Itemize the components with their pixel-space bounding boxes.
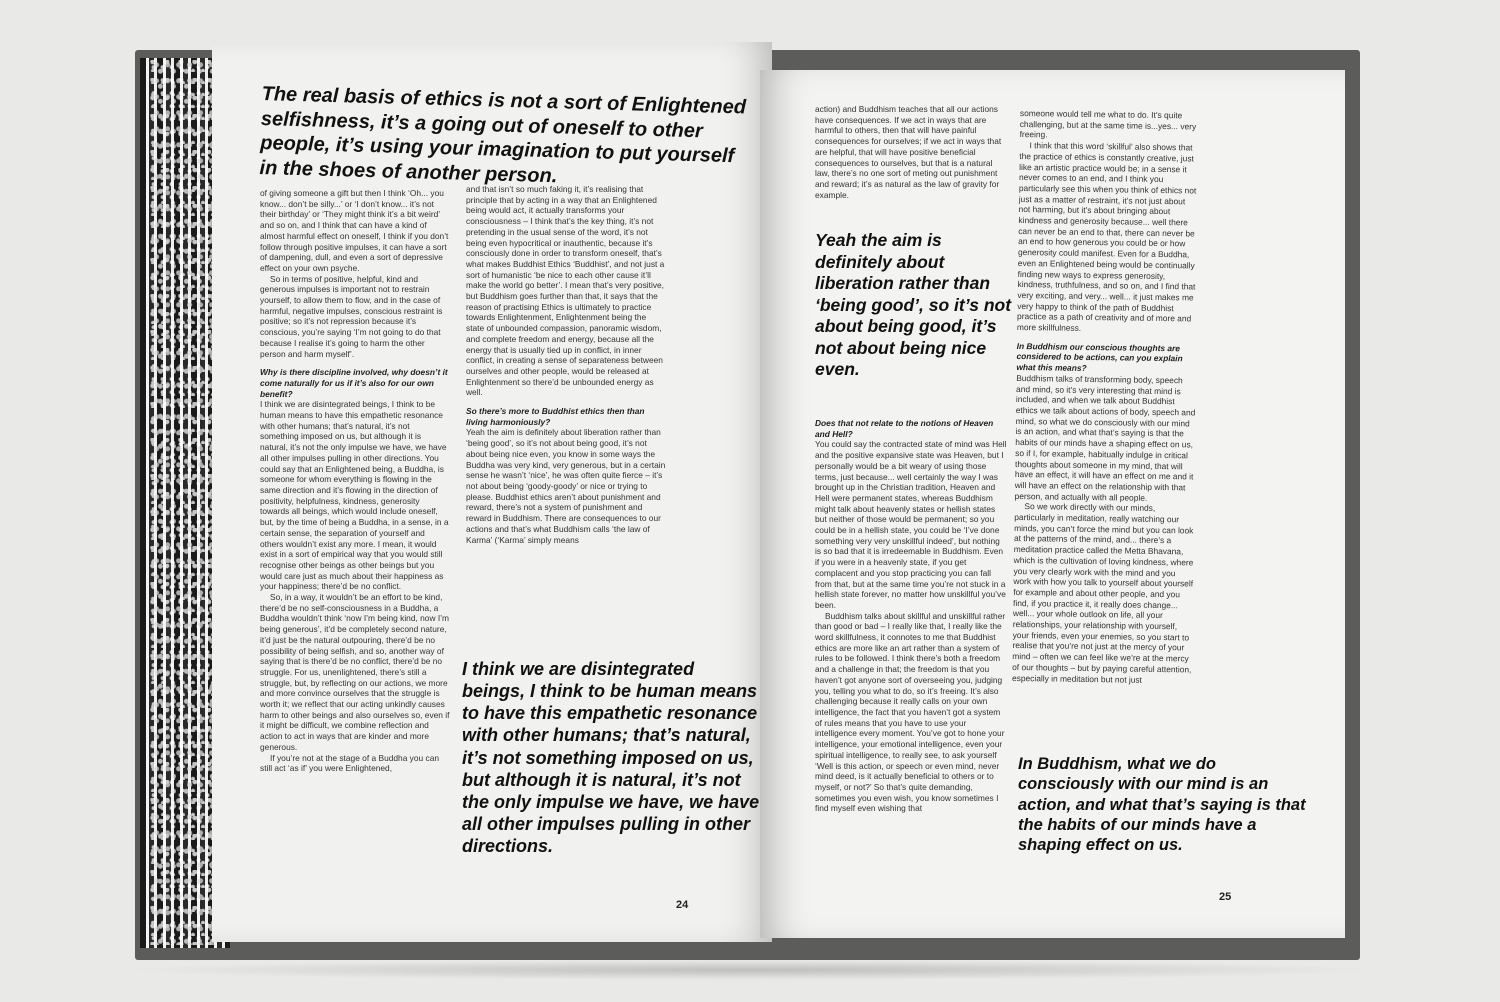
paragraph: I think we are disintegrated beings, I think to be human means to have this empathetic resonance with other humans; that’s natural, it’s not something imposed on us, but although it is natural, it’s not the only impulse we have, we have all other impulses pulling in other directions. You could say that an Enlightened being, a Buddha, is someone for whom everything is flowing in the same direction and it’s flowing in the direction of positivity, helpfulness, kindness, generosity towards all beings, which would include oneself, but, by the time of being a Buddha, in a sense, in a certain sense, the separation of yourself and others wouldn’t exist any more. I mean, it would exist in a sort of empirical way that you would still recognise other beings as other beings but you would care just as much about their happiness as your happiness; there’d be no conflict. — [260, 399, 449, 592]
paragraph: and that isn’t so much faking it, it’s realising that principle that by acting in a way that an Enlightened being would act, it actually transforms your consciousness – I think that’s the key thing, it’s not pretending in the usual sense of the word, it’s not being even hypocritical or inauthentic, because it’s consciously done in order to transform oneself, that’s what makes Buddhist Ethics ‘Buddhist’, and not just a sort of humanistic ‘be nice to each other cause it’ll make the world go better’. I mean that’s very positive, but Buddhism goes further than that, it says that the reason of practising Ethics is ultimately to practice towards Enlightenment, Enlightenment being the state of unbounded compassion, panoramic wisdom, and complete freedom and energy, because all the energy that is usually tied up in conflict, in inner conflict, in creating a sense of separateness between ourselves and other people, would be released at Enlightenment so there’d be unbounded energy as well. — [466, 184, 665, 398]
page-number-right: 25 — [1219, 891, 1232, 903]
paragraph: someone would tell me what to do. It’s quite challenging, but at the same time is...yes... very freeing. — [1019, 108, 1197, 140]
pull-quote-right-2: In Buddhism, what we do consciously with our mind is an action, and what that’s saying is that the habits of our minds have a shaping effect on us. — [1018, 755, 1306, 855]
right-column-1-top — [815, 104, 1007, 206]
question-heading: Why is there discipline involved, why doesn’t it come naturally for us if it’s also for our own benefit? — [260, 367, 448, 399]
left-column-1 — [260, 188, 450, 878]
speckled-image-strip — [150, 60, 220, 945]
question-heading: Does that not relate to the notions of Heaven and Hell? — [815, 418, 994, 439]
paragraph: So in terms of positive, helpful, kind and generous impulses is important not to restrain yourself, to allow them to flow, and in the case of harmful, negative impulses, conscious restraint is positive; so it’s not repression because it’s conscious, you’re saying ‘I’m not going to do that because I realise it’s going to harm the other person and harm myself’. — [260, 273, 443, 359]
left-column-2 — [466, 184, 666, 654]
paragraph: Yeah the aim is definitely about liberation rather than ‘being good’, so it’s not about being good, it’s not about being nice even, you know in some ways the Buddha was very kind, very generous, but in a certain sense he wasn’t ‘nice’, he was often quite fierce – it’s not about being ‘goody-goody’ or nice or trying to please. Buddhist ethics aren’t about punishment and reward, there’s not a system of punishment and reward in Buddhism. There are consequences to our actions and that’s what Buddhism calls ‘the law of Karma’ (‘Karma’ simply means — [466, 427, 666, 545]
paragraph: Buddhism talks about skillful and unskillful rather than good or bad – I really like that, I really like the word skillfulness, it connotes to me that Buddhist ethics are more like an art rather than a system of rules to be followed. I think there’s both a freedom and a challenge in that; the freedom is that you haven’t got anyone sort of overseeing you, judging you, telling you what to do, so it’s freeing. It’s also challenging because it really calls on your own intelligence, the fact that you haven’t got a system of rules means that you have to use your intelligence every moment. You’ve got to hone your intelligence, your emotional intelligence, even your spiritual intelligence, to really see, to ask yourself ‘Well is this action, or speech or even mind, never mind deed, is it actually beneficial to others or to myself, or not?’ So that’s quite demanding, sometimes you even wish, you know sometimes I find myself even wishing that — [815, 610, 1006, 814]
page-number-left: 24 — [676, 899, 689, 911]
right-column-1-bottom — [815, 410, 1007, 870]
question-heading: So there’s more to Buddhist ethics then than living harmoniously? — [466, 406, 645, 427]
paragraph: So we work directly with our minds, particularly in meditation, really watching our minds, you can’t force the mind but you can look at the patterns of the mind, and... there’s a meditation practice called the Metta Bhavana, which is the cultivation of loving kindness, where you very clearly work with the mind and you work with how you talk to yourself about yourself for example and about other people, and you find, if you practice it, it really does change... well... your whole outlook on life, all your relationships, your relationship with yourself, your friends, even your enemies, so you start to realise that you’re not just at the mercy of your mind – often we can feel like we’re at the mercy of our thoughts – but by paying careful attention, especially in meditation but not just — [1011, 501, 1194, 685]
paragraph: You could say the contracted state of mind was Hell and the positive expansive state was Heaven, but I personally would be a bit weary of using those terms, just because... well certainly the way I was brought up in the Christian tradition, Heaven and Hell were permanent states, whereas Buddhism might talk about heavenly states or hellish states but neither of those would be permanent; so you could be in a hellish state, you could be ‘I’ve done something very very unskillful indeed’, but nothing is so bad that it is irredeemable in Buddhism. Even if you were in a heavenly state, if you get complacent and you stop practicing you can fall from that, but at the same time you’re not stuck in a hellish state forever, no matter how unskillful you’ve been. — [815, 439, 1007, 610]
right-column-2 — [1011, 108, 1200, 750]
paragraph: action) and Buddhism teaches that all our actions have consequences. If we act in ways that are harmful to others, then that will have painful consequences for ourselves; if we act in ways that are helpful, that will have positive beneficial consequences to ourselves, but that is a natural law, there’s no one sort of meting out punishment and reward; it’s as natural as the law of gravity for example. — [815, 104, 1002, 200]
pull-quote-top: The real basis of ethics is not a sort of Enlightened selfishness, it’s a going out of oneself to other people, it’s using your imagination to put yourself in the shoes of another person. — [259, 82, 747, 188]
pull-quote-middle: I think we are disintegrated beings, I think to be human means to have this empathetic resonance with other humans; that’s natural, it’s not something imposed on us, but although it is natural, it’s not the only impulse we have, we have all other impulses pulling in other directions. — [462, 659, 760, 856]
book-shadow — [120, 960, 1380, 980]
paragraph: I think that this word ‘skillful’ also shows that the practice of ethics is constantly creative, just like an artistic practice would be; in a sense it never comes to an end, and I think you particularly see this when you think of ethics not just as a matter of restraint, it’s not just about not harming, but it’s about bringing about kindness and generosity because... well there can never be an end to that, there can never be an end to how generous you could be or how generosity could manifest. Even for a Buddha, even an Enlightened being would be continually finding new ways to express generosity, kindness, truthfulness, and so on, and I find that very exciting, and very... well... it just makes me very happy to think of the path of Buddhist practice as a path of creativity and of more and more skillfulness. — [1016, 140, 1197, 333]
paragraph: of giving someone a gift but then I think ‘Oh... you know... don’t be silly...’ or ‘I don’t know... it’s not their birthday’ or ‘They might think it’s a bit weird’ and so on, and I think that can have a kind of almost harmful effect on oneself, I think if you don’t follow through positive impulses, it can have a sort of dampening, dull, and even a sort of depressive effect on your own psyche. — [260, 188, 449, 273]
paragraph: Buddhism talks of transforming body, speech and mind, so it’s very interesting that mind is included, and when we talk about Buddhist ethics we talk about actions of body, speech and mind, so what we do consciously with our mind is an action, and what that’s saying is that the habits of our minds have a shaping effect on us, so if I, for example, habitually indulge in critical thoughts about someone in my mind, that will have an effect, it will have an effect on me and it will have an effect on the relationship with that person, and actually with all people. — [1014, 372, 1196, 503]
paragraph: So, in a way, it wouldn’t be an effort to be kind, there’d be no self-consciousness in a Buddha, a Buddha wouldn’t think ‘now I’m being kind, now I’m being generous’, it’d be completely second nature, it’d just be the natural outpouring, there’d be no possibility of being selfish, and so, another way of saying that is there’d be no conflict, there’d be no struggle. For us, unenlightened, there’s still a struggle, but, by reflecting on our actions, we more and more convince ourselves that the struggle is worth it; we reflect that our acting unkindly causes harm to other beings and also ourselves so, even if it might be difficult, we combine reflection and action to act in ways that are kinder and more generous. — [260, 592, 450, 752]
pull-quote-right-1: Yeah the aim is definitely about liberation rather than ‘being good’, so it’s not about being good, it’s not about being nice even. — [815, 230, 1012, 380]
question-heading: In Buddhism our conscious thoughts are considered to be actions, can you explain what this means? — [1016, 340, 1183, 374]
paragraph: If you’re not at the stage of a Buddha you can still act ‘as if’ you were Enlightened, — [260, 752, 440, 774]
